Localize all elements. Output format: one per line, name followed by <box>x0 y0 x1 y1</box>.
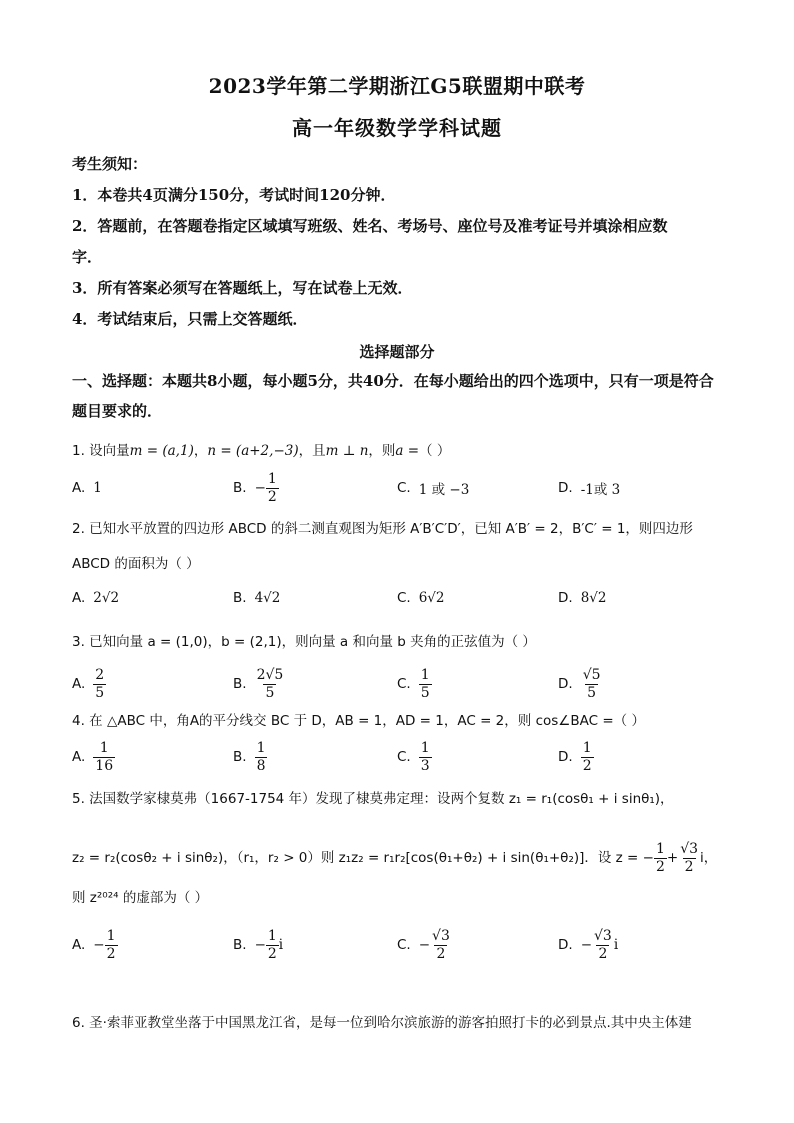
frac-den: 2 <box>655 858 665 875</box>
q3-option-d[interactable] <box>558 664 603 704</box>
q5-opt-c-frac <box>430 928 452 963</box>
q1-opt-a-label: A. <box>72 480 86 496</box>
frac-num: 1 <box>655 840 665 857</box>
q5-opt-b-label: B. <box>233 937 247 953</box>
q2-option-b[interactable] <box>233 578 280 618</box>
q5-opt-b-tail: i <box>278 937 284 953</box>
q4-opt-b-frac <box>255 740 268 775</box>
frac-den: 8 <box>256 757 266 774</box>
q1-stem-c: ，则 <box>368 443 396 459</box>
frac-den: 2 <box>267 488 277 505</box>
q3-option-b[interactable] <box>233 664 285 704</box>
frac-den: 5 <box>265 684 275 701</box>
q2-option-c[interactable] <box>397 578 445 618</box>
frac-num: 1 <box>582 739 592 756</box>
q2-opt-b-label: B. <box>233 590 247 606</box>
q3-opt-a-label: A. <box>72 676 86 692</box>
q1-option-c[interactable] <box>397 468 469 508</box>
q5-option-c[interactable] <box>397 925 452 965</box>
frac-num: √3 <box>680 840 699 857</box>
frac-den: 3 <box>420 757 430 774</box>
q2-opt-d-label: D. <box>558 590 573 606</box>
q5-option-b[interactable] <box>233 925 283 965</box>
frac-num: 2√5 <box>256 666 284 683</box>
q1-opt-a-value: 1 <box>93 480 102 496</box>
q1-stem-a: 1. 设向量 <box>72 443 130 459</box>
section-title: 选择题部分 <box>359 343 435 361</box>
notice-item-4: 4．考试结束后，只需上交答题纸． <box>72 310 308 328</box>
frac-num: √3 <box>594 927 612 944</box>
q2-opt-c-value: 6√2 <box>418 590 445 606</box>
q5-opt-c-label: C. <box>397 937 411 953</box>
q4-opt-c-frac <box>419 740 432 775</box>
q1-opt-c-value: 1 或 −3 <box>418 482 470 498</box>
frac-den: 5 <box>420 684 430 701</box>
q1-opt-d-value: -1或 3 <box>580 482 621 498</box>
frac-den: 2 <box>582 757 592 774</box>
q3-option-a[interactable] <box>72 664 106 704</box>
q3-option-c[interactable] <box>397 664 432 704</box>
q5-option-d[interactable] <box>558 925 618 965</box>
q5-opt-a-label: A. <box>72 937 86 953</box>
question-1-stem: 1. 设向量m = (a,1)，n = (a+2,−3)，且m ⊥ n，则a =（ ） <box>72 443 451 459</box>
q1-opt-c-label: C. <box>397 480 411 496</box>
frac-num: 1 <box>106 927 116 944</box>
q3-opt-a-frac <box>93 667 106 702</box>
q1-opt-d-label: D. <box>558 480 573 496</box>
notice-item-3: 3．所有答案必须写在答题纸上，写在试卷上无效． <box>72 279 413 297</box>
q4-option-d[interactable] <box>558 737 594 777</box>
question-6-stem: 6. 圣·索菲亚教堂坐落于中国黑龙江省，是每一位到哈尔滨旅游的游客拍照打卡的必到景点.其中央主体建 <box>72 1015 692 1031</box>
q1-ask: a = <box>395 443 420 459</box>
q5-opt-a-sign: − <box>93 937 105 953</box>
q4-opt-a-label: A. <box>72 749 86 765</box>
exam-subtitle: 高一年级数学学科试题 <box>292 116 502 140</box>
frac-num: 1 <box>267 470 277 487</box>
question-3-options <box>72 664 732 704</box>
question-5-line-2 <box>72 838 717 878</box>
q2-opt-a-value: 2√2 <box>93 590 120 606</box>
q1-option-d[interactable] <box>558 468 620 508</box>
q3-opt-c-label: C. <box>397 676 411 692</box>
question-5-line-1: 5. 法国数学家棣莫弗（1667-1754 年）发现了棣莫弗定理：设两个复数 z₁ = r₁(cosθ₁ + i sinθ₁)， <box>72 791 674 807</box>
q3-opt-d-frac <box>581 667 603 702</box>
q5-opt-a-frac <box>105 928 118 963</box>
question-2-line-1: 2. 已知水平放置的四边形 ABCD 的斜二测直观图为矩形 A′B′C′D′，已知 A′B′ = 2，B′C′ = 1，则四边形 <box>72 521 693 537</box>
question-4-stem: 4. 在 △ABC 中，角A的平分线交 BC 于 D，AB = 1，AD = 1，AC = 2，则 cos∠BAC =（ ） <box>72 713 645 729</box>
frac-den: 2 <box>684 858 694 875</box>
q4-opt-c-label: C. <box>397 749 411 765</box>
frac-num: 1 <box>99 739 109 756</box>
question-4-options <box>72 737 732 777</box>
section-description: 一、选择题：本题共8小题，每小题5分，共40分．在每小题给出的四个选项中，只有一项是符合题目要求的． <box>72 372 714 420</box>
q1-perp: m ⊥ n <box>325 443 369 459</box>
frac-num: 1 <box>256 739 266 756</box>
q4-option-c[interactable] <box>397 737 432 777</box>
frac-den: 2 <box>436 945 446 962</box>
q4-option-a[interactable] <box>72 737 115 777</box>
question-3-stem: 3. 已知向量 a = (1,0)，b = (2,1)，则向量 a 和向量 b 夹角的正弦值为（ ） <box>72 634 536 650</box>
q1-vector-n: n = (a+2,−3) <box>207 443 299 459</box>
q3-opt-c-frac <box>419 667 432 702</box>
q5-frac-1 <box>654 841 667 876</box>
q5-opt-c-sign: − <box>418 937 431 953</box>
notice-item-1: 1．本卷共4页满分150分，考试时间120分钟． <box>72 186 396 204</box>
q5-opt-b-sign: − <box>254 937 266 953</box>
q5-opt-d-frac <box>592 928 614 963</box>
frac-den: 5 <box>95 684 105 701</box>
q4-opt-d-frac <box>581 740 594 775</box>
q5-line2-tail: i， <box>700 850 718 866</box>
frac-den: 2 <box>598 945 608 962</box>
q1-tail: （ ） <box>419 443 451 459</box>
q1-opt-b-frac <box>266 471 279 506</box>
q5-opt-d-label: D. <box>558 937 573 953</box>
q1-option-a[interactable] <box>72 468 102 508</box>
q5-opt-b-frac <box>266 928 279 963</box>
q2-opt-a-label: A. <box>72 590 86 606</box>
q2-opt-c-label: C. <box>397 590 411 606</box>
q5-opt-d-tail: i <box>613 937 619 953</box>
frac-num: 1 <box>267 927 277 944</box>
q4-option-b[interactable] <box>233 737 267 777</box>
notice-item-2-cont: 字． <box>72 248 103 266</box>
q5-frac-2 <box>678 841 700 876</box>
q4-opt-b-label: B. <box>233 749 247 765</box>
q5-opt-d-sign: − <box>580 937 592 953</box>
q5-line2-text: z₂ = r₂(cosθ₂ + i sinθ₂)，（r₁，r₂ > 0）则 z₁z₂ = r₁r₂[cos(θ₁+θ₂) + i sin(θ₁+θ₂)]．设 z = − <box>72 850 654 866</box>
frac-num: √5 <box>582 666 601 683</box>
frac-num: 2 <box>95 666 105 683</box>
frac-num: 1 <box>420 666 430 683</box>
q1-opt-b-label: B. <box>233 480 247 496</box>
frac-num: √3 <box>432 927 450 944</box>
frac-num: 1 <box>420 739 430 756</box>
question-2-options <box>72 578 732 618</box>
q4-opt-d-label: D. <box>558 749 573 765</box>
notice-heading: 考生须知： <box>72 155 148 173</box>
q2-opt-d-value: 8√2 <box>580 590 607 606</box>
q1-stem-b: ，且 <box>298 443 326 459</box>
q5-plus: + <box>666 850 679 866</box>
question-2-line-2: ABCD 的面积为（ ） <box>72 556 200 572</box>
q5-option-a[interactable] <box>72 925 118 965</box>
question-5-line-3: 则 z²⁰²⁴ 的虚部为（ ） <box>72 890 209 906</box>
q1-option-b[interactable] <box>233 468 279 508</box>
question-1-options <box>72 468 732 508</box>
q3-opt-b-label: B. <box>233 676 247 692</box>
q1-opt-b-sign: − <box>254 480 266 496</box>
frac-den: 5 <box>587 684 597 701</box>
q2-option-a[interactable] <box>72 578 119 618</box>
q2-opt-b-value: 4√2 <box>254 590 281 606</box>
q1-vector-m: m = (a,1) <box>129 443 194 459</box>
frac-den: 2 <box>106 945 116 962</box>
notice-item-2: 2．答题前，在答题卷指定区域填写班级、姓名、考场号、座位号及准考证号并填涂相应数 <box>72 217 668 235</box>
frac-den: 16 <box>95 757 114 774</box>
exam-title: 2023学年第二学期浙江G5联盟期中联考 <box>208 74 586 98</box>
q4-opt-a-frac <box>93 740 115 775</box>
q2-option-d[interactable] <box>558 578 606 618</box>
frac-den: 2 <box>267 945 277 962</box>
question-5-options <box>72 925 732 965</box>
q3-opt-b-frac <box>255 667 286 702</box>
q3-opt-d-label: D. <box>558 676 573 692</box>
